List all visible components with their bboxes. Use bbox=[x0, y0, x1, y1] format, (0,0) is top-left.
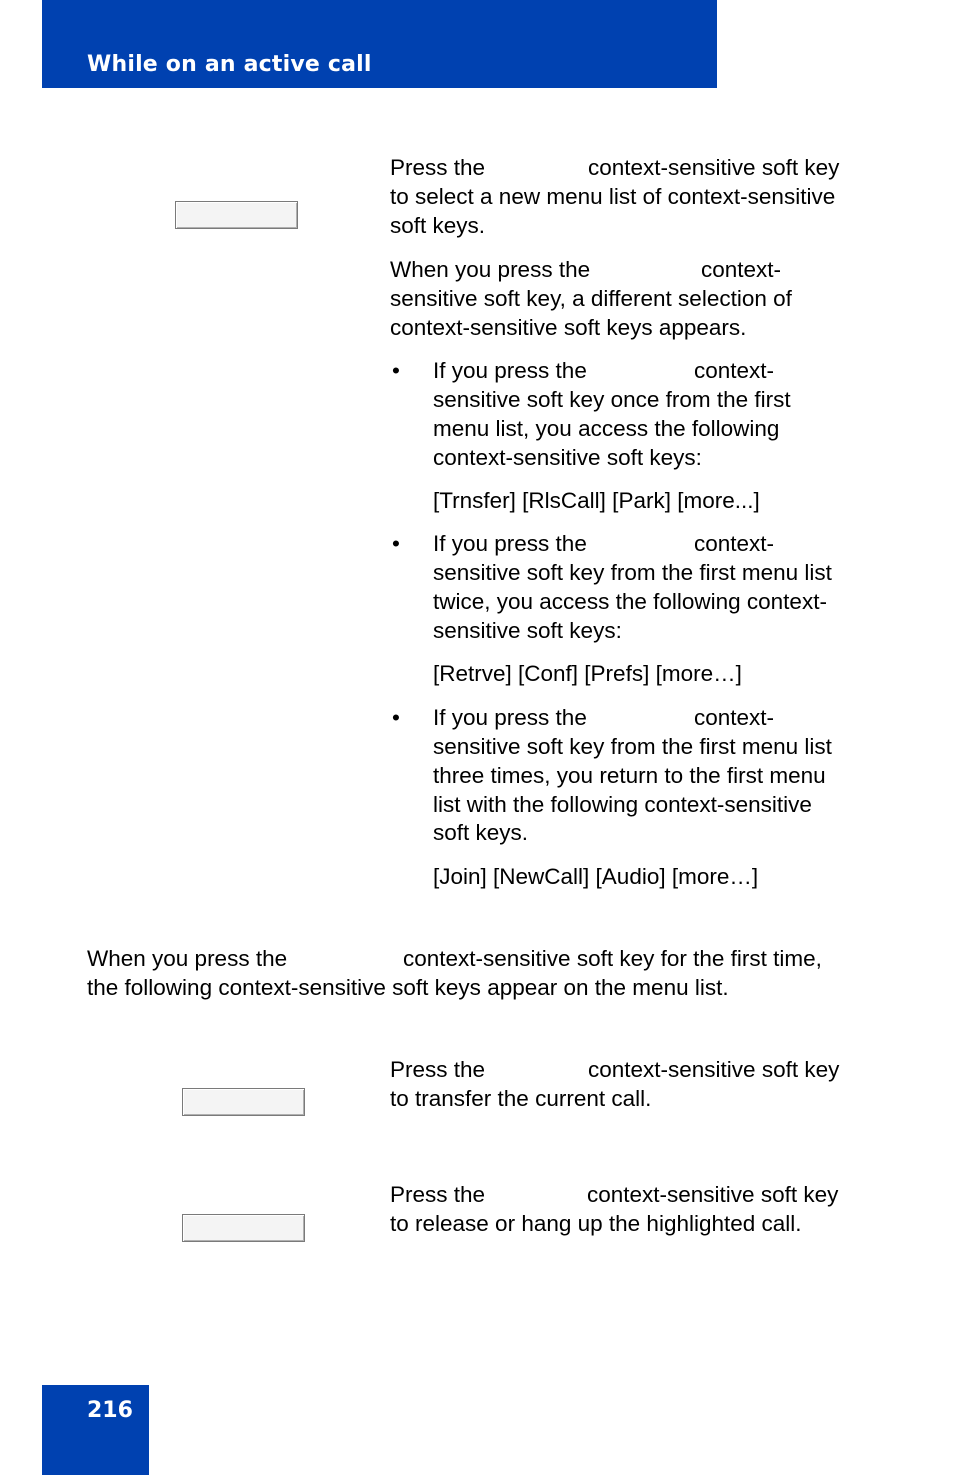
transfer-softkey-image bbox=[182, 1088, 305, 1116]
more-p2-line1a: When you press the bbox=[390, 257, 591, 282]
more-p1-line2: to select a new menu list of context-sensitive bbox=[390, 184, 836, 209]
bullet-1-marker: • bbox=[392, 358, 400, 383]
transfer-line2: to transfer the current call. bbox=[390, 1086, 652, 1111]
b1-line1a: If you press the bbox=[433, 358, 587, 383]
b3-line3: three times, you return to the first menu bbox=[433, 763, 826, 788]
b1-line4: context-sensitive soft keys: bbox=[433, 445, 702, 470]
more-p1-line3: soft keys. bbox=[390, 213, 486, 238]
b2-line4: sensitive soft keys: bbox=[433, 618, 622, 643]
b2-line2: sensitive soft key from the first menu list bbox=[433, 560, 832, 585]
b3-line2: sensitive soft key from the first menu list bbox=[433, 734, 832, 759]
b3-line1b: context- bbox=[694, 705, 775, 730]
more-p1-line1a: Press the bbox=[390, 155, 486, 180]
release-line1b: context-sensitive soft key bbox=[587, 1182, 839, 1207]
b1-line2: sensitive soft key once from the first bbox=[433, 387, 791, 412]
more-p2-line1b: context- bbox=[701, 257, 782, 282]
b1-line1b: context- bbox=[694, 358, 775, 383]
header-title: While on an active call bbox=[87, 52, 372, 77]
release-line1a: Press the bbox=[390, 1182, 486, 1207]
b3-line1a: If you press the bbox=[433, 705, 587, 730]
more-p2-line2: sensitive soft key, a different selection of bbox=[390, 286, 792, 311]
more-p1-line1b: context-sensitive soft key bbox=[588, 155, 840, 180]
bullet-2-marker: • bbox=[392, 531, 400, 556]
b2-line1b: context- bbox=[694, 531, 775, 556]
transfer-line1a: Press the bbox=[390, 1057, 486, 1082]
transfer-line1b: context-sensitive soft key bbox=[588, 1057, 840, 1082]
bullet-3-marker: • bbox=[392, 705, 400, 730]
b2-keys: [Retrve] [Conf] [Prefs] [more…] bbox=[433, 661, 742, 686]
release-softkey-image bbox=[182, 1214, 305, 1242]
more-softkey-image bbox=[175, 201, 298, 229]
b2-line1a: If you press the bbox=[433, 531, 587, 556]
b3-keys: [Join] [NewCall] [Audio] [more…] bbox=[433, 864, 759, 889]
b1-line3: menu list, you access the following bbox=[433, 416, 780, 441]
intro-line1b: context-sensitive soft key for the first time, bbox=[403, 946, 822, 971]
b3-line5: soft keys. bbox=[433, 820, 529, 845]
b3-line4: list with the following context-sensitive bbox=[433, 792, 812, 817]
release-line2: to release or hang up the highlighted call. bbox=[390, 1211, 802, 1236]
b1-keys: [Trnsfer] [RlsCall] [Park] [more...] bbox=[433, 488, 760, 513]
intro-line1a: When you press the bbox=[87, 946, 288, 971]
page-number: 216 bbox=[87, 1398, 133, 1423]
b2-line3: twice, you access the following context- bbox=[433, 589, 827, 614]
more-p2-line3: context-sensitive soft keys appears. bbox=[390, 315, 747, 340]
intro-line2: the following context-sensitive soft keys appear on the menu list. bbox=[87, 975, 729, 1000]
